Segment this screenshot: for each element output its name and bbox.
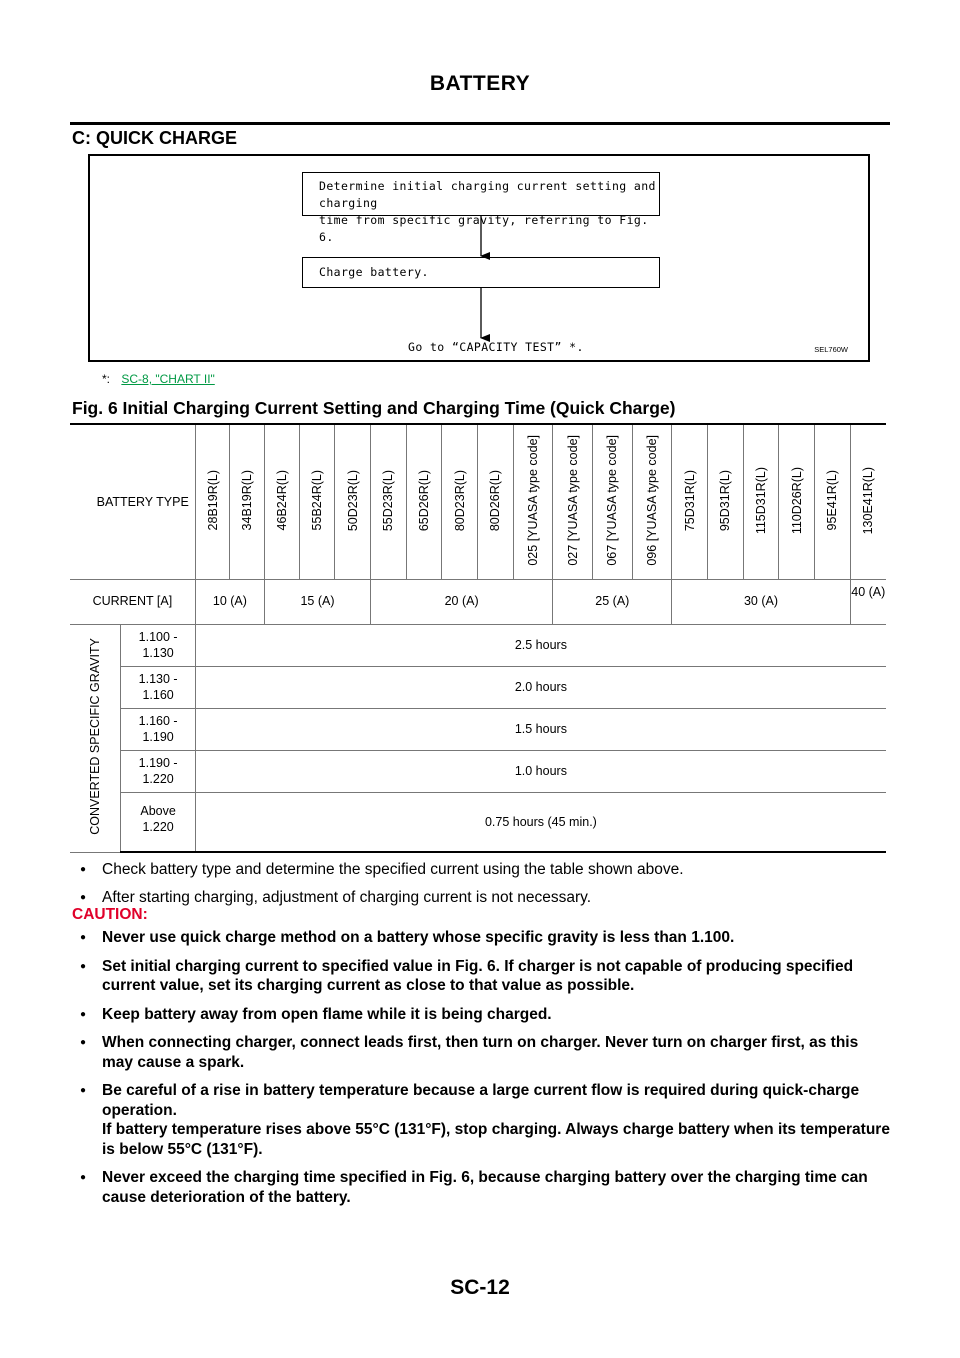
current-row — [70, 579, 886, 624]
battery-type-value: 95E41R(L) — [825, 470, 840, 531]
battery-type-cell — [265, 424, 300, 579]
gravity-range — [121, 708, 195, 750]
caution-item: ● When connecting charger, connect leads first, then turn on charger. Never turn on charger first, as this may cause a spark. — [80, 1033, 890, 1072]
gravity-range — [121, 792, 195, 852]
current-value: 30 (A) — [672, 579, 850, 624]
charging-time: 2.0 hours — [195, 666, 886, 708]
battery-type-cell — [299, 424, 335, 579]
gravity-range-line: 1.130 - — [138, 671, 178, 686]
note-item: ● Check battery type and determine the specified current using the table shown above. — [80, 860, 890, 880]
charging-time: 1.0 hours — [195, 750, 886, 792]
battery-type-value: 46B24R(L) — [274, 470, 289, 531]
footnote — [102, 372, 215, 386]
battery-type-value: 55D23R(L) — [381, 469, 396, 531]
gravity-label: CONVERTED SPECIFIC GRAVITY — [88, 638, 103, 835]
gravity-range-line: Above — [140, 803, 176, 818]
battery-type-value: 115D31R(L) — [753, 466, 768, 534]
battery-type-cell — [406, 424, 442, 579]
battery-type-value: 80D23R(L) — [452, 469, 467, 531]
note-item: ● After starting charging, adjustment of charging current is not necessary. — [80, 888, 890, 908]
battery-type-value: 55B24R(L) — [309, 470, 324, 531]
flow-step-determine-current — [302, 172, 660, 244]
gravity-label-cell — [70, 624, 121, 852]
battery-type-cell — [335, 424, 371, 579]
header-divider — [70, 122, 890, 125]
gravity-row — [70, 666, 886, 708]
battery-type-label: BATTERY TYPE — [70, 424, 195, 579]
battery-type-cell — [814, 424, 850, 579]
battery-type-value: 80D26R(L) — [488, 469, 503, 531]
battery-type-cell — [477, 424, 513, 579]
battery-type-value: 75D31R(L) — [682, 469, 697, 531]
current-value: 20 (A) — [370, 579, 552, 624]
gravity-row — [70, 792, 886, 852]
flow-step-capacity-test: Go to “CAPACITY TEST” *. — [408, 340, 584, 354]
flow-step-1-line-1: Determine initial charging current setting and charging — [319, 179, 656, 210]
gravity-range — [121, 750, 195, 792]
flow-step-1-line-2: time from specific gravity, referring to Fig. 6. — [319, 213, 649, 244]
charging-time: 1.5 hours — [195, 708, 886, 750]
battery-type-value: 95D31R(L) — [718, 469, 733, 531]
battery-type-value: 027 [YUASA type code] — [565, 434, 580, 566]
caution-item: ● Never exceed the charging time specified in Fig. 6, because charging battery over the charging time can cause deterioration of the battery. — [80, 1168, 890, 1207]
current-value: 15 (A) — [265, 579, 371, 624]
gravity-range-line: 1.190 - — [138, 755, 178, 770]
caution-item — [80, 1081, 890, 1159]
current-value: 10 (A) — [195, 579, 264, 624]
battery-type-value: 28B19R(L) — [205, 470, 220, 531]
section-title: C: QUICK CHARGE — [72, 128, 237, 148]
battery-type-cell — [632, 424, 672, 579]
current-label: CURRENT [A] — [70, 579, 195, 624]
gravity-row — [70, 750, 886, 792]
flow-step-charge-battery: Charge battery. — [302, 257, 660, 288]
battery-type-cell — [592, 424, 632, 579]
gravity-range-line: 1.220 — [142, 819, 174, 834]
battery-type-value: 110D26R(L) — [789, 466, 804, 534]
caution-item: ● Never use quick charge method on a battery whose specific gravity is less than 1.100. — [80, 928, 890, 948]
caution-sub-text: If battery temperature rises above 55°C (131°F), stop charging. Always charge battery when its temperature is below 55°C (131°F). — [102, 1121, 890, 1158]
gravity-row — [70, 708, 886, 750]
chart-ii-link[interactable]: SC-8, "CHART II" — [121, 372, 215, 386]
battery-type-cell — [195, 424, 230, 579]
battery-type-value: 50D23R(L) — [345, 469, 360, 531]
battery-type-value: 34B19R(L) — [240, 470, 255, 531]
gravity-range-line: 1.220 — [142, 771, 174, 786]
current-value: 40 (A) — [850, 579, 886, 624]
caution-item-text: Be careful of a rise in battery temperature because a large current flow is required during quick-charge operation. — [102, 1082, 860, 1119]
gravity-range-line: 1.160 - — [138, 713, 178, 728]
figure-title: Fig. 6 Initial Charging Current Setting and Charging Time (Quick Charge) — [72, 398, 676, 418]
battery-type-cell — [779, 424, 815, 579]
battery-type-value: 025 [YUASA type code] — [525, 434, 540, 566]
gravity-range-line: 1.160 — [142, 687, 174, 702]
notes-list — [80, 860, 890, 916]
gravity-range-line: 1.190 — [142, 729, 174, 744]
gravity-row — [70, 624, 886, 666]
battery-type-value: 067 [YUASA type code] — [605, 434, 620, 566]
caution-item: ● Set initial charging current to specified value in Fig. 6. If charger is not capable of producing specified current value, set its charging current as close to that value as possible. — [80, 957, 890, 996]
charging-time: 2.5 hours — [195, 624, 886, 666]
battery-type-cell — [442, 424, 478, 579]
battery-type-cell — [553, 424, 593, 579]
caution-item: ● Keep battery away from open flame while it is being charged. — [80, 1005, 890, 1025]
battery-type-cell — [230, 424, 265, 579]
quick-charge-table — [70, 423, 886, 853]
gravity-range — [121, 624, 195, 666]
page-header-title: BATTERY — [429, 72, 531, 95]
gravity-range — [121, 666, 195, 708]
page-number: SC-12 — [450, 1276, 510, 1299]
battery-type-cell — [743, 424, 779, 579]
gravity-range-line: 1.130 — [142, 645, 174, 660]
charging-time: 0.75 hours (45 min.) — [195, 792, 886, 852]
battery-type-cell — [513, 424, 553, 579]
battery-type-cell — [370, 424, 406, 579]
caution-label: CAUTION: — [72, 906, 148, 923]
current-value: 25 (A) — [553, 579, 672, 624]
battery-type-value: 130E41R(L) — [861, 466, 876, 534]
figure-code: SEL760W — [814, 345, 848, 354]
battery-type-cell — [672, 424, 708, 579]
battery-type-cell — [708, 424, 744, 579]
battery-type-value: 096 [YUASA type code] — [645, 434, 660, 566]
flowchart-figure — [88, 154, 870, 362]
battery-type-cell — [850, 424, 886, 579]
battery-type-row — [70, 424, 886, 579]
footnote-marker: *: — [102, 372, 111, 386]
battery-type-value: 65D26R(L) — [416, 469, 431, 531]
caution-list — [80, 928, 890, 1216]
gravity-range-line: 1.100 - — [138, 629, 178, 644]
